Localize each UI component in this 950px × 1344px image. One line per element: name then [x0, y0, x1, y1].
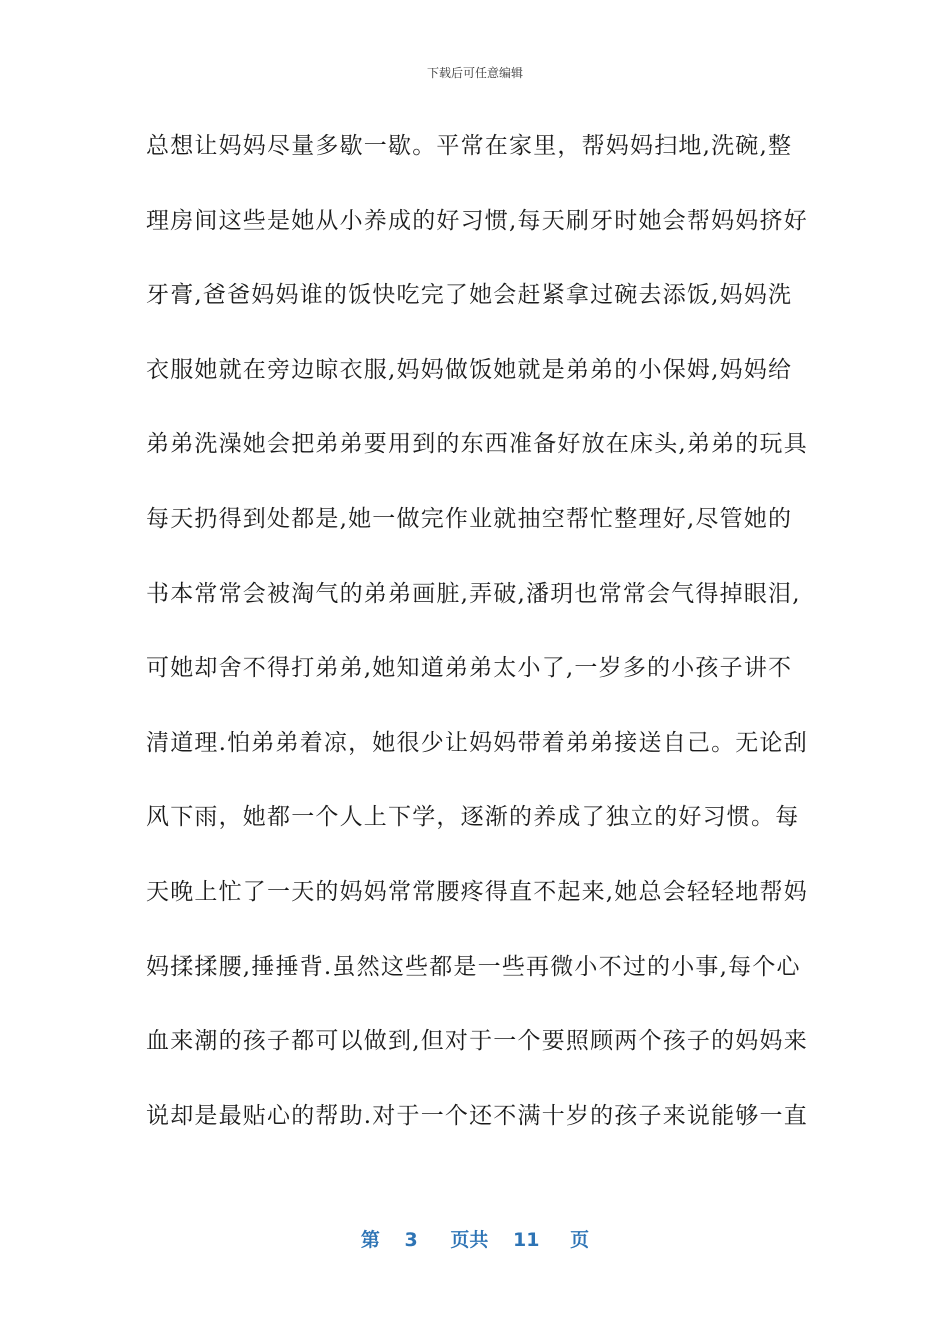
page-suffix-label: 页: [570, 1229, 590, 1251]
text-line: 理房间这些是她从小养成的好习惯,每天刷牙时她会帮妈妈挤好: [146, 207, 808, 234]
page-label: 第: [360, 1229, 380, 1251]
text-line: 妈揉揉腰,捶捶背.虽然这些都是一些再微小不过的小事,每个心: [146, 953, 801, 980]
text-line: 清道理.怕弟弟着凉，她很少让妈妈带着弟弟接送自己。无论刮: [146, 729, 808, 756]
text-line: 每天扔得到处都是,她一做完作业就抽空帮忙整理好,尽管她的: [146, 505, 793, 532]
text-line: 可她却舍不得打弟弟,她知道弟弟太小了,一岁多的小孩子讲不: [146, 655, 793, 682]
text-line: 风下雨，她都一个人上下学，逐渐的养成了独立的好习惯。每: [146, 804, 800, 831]
current-page-number: 3: [404, 1229, 418, 1251]
text-line: 血来潮的孩子都可以做到,但对于一个要照顾两个孩子的妈妈来: [146, 1028, 808, 1055]
text-line: 总想让妈妈尽量多歇一歇。平常在家里，帮妈妈扫地,洗碗,整: [146, 133, 793, 159]
total-label: 页共: [450, 1229, 489, 1251]
text-line: 天晚上忙了一天的妈妈常常腰疼得直不起来,她总会轻轻地帮妈: [146, 878, 808, 905]
document-body: [146, 122, 810, 1166]
text-line: 弟弟洗澡她会把弟弟要用到的东西准备好放在床头,弟弟的玩具: [146, 431, 808, 458]
text-line: 书本常常会被淘气的弟弟画脏,弄破,潘玥也常常会气得掉眼泪,: [146, 580, 801, 607]
text-line: 说却是最贴心的帮助.对于一个还不满十岁的孩子来说能够一直: [146, 1102, 808, 1129]
text-line: 牙膏,爸爸妈妈谁的饭快吃完了她会赶紧拿过碗去添饭,妈妈洗: [146, 282, 793, 309]
total-pages-number: 11: [513, 1229, 540, 1251]
page-footer: [0, 1225, 950, 1252]
text-line: 衣服她就在旁边晾衣服,妈妈做饭她就是弟弟的小保姆,妈妈给: [146, 356, 793, 383]
page-header: 下载后可任意编辑: [426, 66, 523, 80]
